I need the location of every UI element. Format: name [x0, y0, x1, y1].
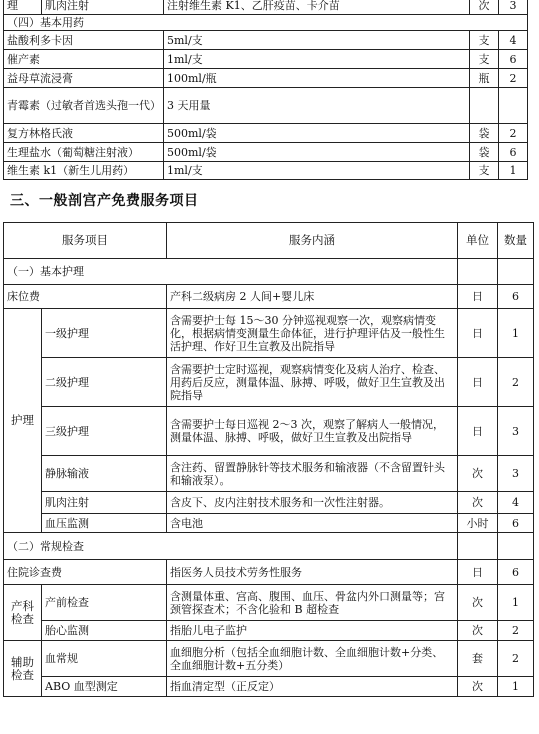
drug-name: 生理盐水（葡萄糖注射液）: [4, 143, 164, 162]
item-qty: 6: [498, 560, 534, 585]
drug-spec: 500ml/袋: [164, 124, 470, 143]
header-unit: 单位: [458, 223, 498, 259]
header-content: 服务内涵: [167, 223, 458, 259]
drug-row: [4, 88, 528, 124]
drug-qty: [499, 88, 528, 124]
item-qty: 1: [498, 309, 534, 358]
item-qty: 2: [498, 621, 534, 641]
drug-name: 复方林格氏液: [4, 124, 164, 143]
item-name: 二级护理: [42, 358, 167, 407]
item-unit: 日: [458, 358, 498, 407]
drug-name: 理: [4, 0, 42, 15]
item-name: 静脉输液: [42, 456, 167, 492]
item-unit: 次: [458, 621, 498, 641]
drug-qty: 2: [499, 124, 528, 143]
item-name: ABO 血型测定: [42, 677, 167, 697]
table-row: [4, 677, 534, 697]
table-row: [4, 309, 534, 358]
table-row: [4, 560, 534, 585]
section-heading: （二）常规检查: [4, 533, 458, 560]
drug-unit: 支: [470, 31, 499, 50]
item-qty: 1: [498, 677, 534, 697]
drug-spec: 3 天用量: [164, 88, 470, 124]
item-unit: 次: [458, 456, 498, 492]
item-name: 胎心监测: [42, 621, 167, 641]
section-heading: （一）基本护理: [4, 259, 458, 285]
drug-qty: 4: [499, 31, 528, 50]
item-name: 血压监测: [42, 514, 167, 533]
item-unit: 次: [458, 585, 498, 621]
item-name: 肌肉注射: [42, 492, 167, 514]
drug-spec: 5ml/支: [164, 31, 470, 50]
table-row: [4, 514, 534, 533]
item-content: 指胎儿电子监护: [167, 621, 458, 641]
item-content: 血细胞分析（包括全血细胞计数、全血细胞计数+分类、全血细胞计数+五分类）: [167, 641, 458, 677]
item-content: 含需要护士定时巡视，观察病情变化及病人治疗、检查、用药后反应，测量体温、脉搏、呼吸，做好卫生宣教及出院指导: [167, 358, 458, 407]
item-name: 床位费: [4, 285, 167, 309]
item-qty: 2: [498, 358, 534, 407]
section-3-title: 三、一般剖宫产免费服务项目: [10, 193, 199, 209]
table-row: [4, 456, 534, 492]
drug-row: [4, 162, 528, 180]
item-qty: 2: [498, 641, 534, 677]
drug-spec: 注射维生素 K1、乙肝疫苗、卡介苗: [164, 0, 470, 15]
table-row: [4, 585, 534, 621]
item-qty: 1: [498, 585, 534, 621]
table-row: [4, 492, 534, 514]
drug-qty: 6: [499, 143, 528, 162]
item-unit: 日: [458, 309, 498, 358]
item-qty: 6: [498, 514, 534, 533]
drug-unit: 袋: [470, 124, 499, 143]
table-row: [4, 285, 534, 309]
drug-spec: 100ml/瓶: [164, 69, 470, 88]
drug-spec: 1ml/支: [164, 50, 470, 69]
table-row: [4, 641, 534, 677]
drug-qty: 6: [499, 50, 528, 69]
drug-name: 益母草流浸膏: [4, 69, 164, 88]
section-row: [4, 259, 534, 285]
drug-row: [4, 124, 528, 143]
drug-name-cont: 肌肉注射: [42, 0, 164, 15]
item-unit: 日: [458, 560, 498, 585]
drug-row: [4, 15, 528, 31]
item-content: 含需要护士每 15～30 分钟巡视观察一次，观察病情变化，根据病情变测量生命体征，进行护理评估及一般性生活护理、作好卫生宣教及出院指导: [167, 309, 458, 358]
item-content: 产科二级病房 2 人间+婴儿床: [167, 285, 458, 309]
item-unit: 次: [458, 677, 498, 697]
item-name: 三级护理: [42, 407, 167, 456]
item-name: 血常规: [42, 641, 167, 677]
group-label: 辅助检查: [4, 641, 42, 697]
drug-row: [4, 0, 528, 15]
empty-cell: [458, 259, 498, 285]
item-unit: 日: [458, 407, 498, 456]
item-qty: 6: [498, 285, 534, 309]
header-item: 服务项目: [4, 223, 167, 259]
drug-row: [4, 69, 528, 88]
empty-cell: [498, 533, 534, 560]
header-row: [4, 223, 534, 259]
item-content: 指血清定型（正反定）: [167, 677, 458, 697]
table-row: [4, 621, 534, 641]
item-unit: 次: [458, 492, 498, 514]
service-table: [3, 222, 534, 697]
drug-row: [4, 50, 528, 69]
item-unit: 小时: [458, 514, 498, 533]
item-qty: 3: [498, 456, 534, 492]
drug-unit: 瓶: [470, 69, 499, 88]
item-content: 含测量体重、宫高、腹围、血压、骨盆内外口测量等；宫颈管探查术；不含化验和 B 超检查: [167, 585, 458, 621]
drug-unit: [470, 88, 499, 124]
item-name: 住院诊查费: [4, 560, 167, 585]
drug-qty: 3: [499, 0, 528, 15]
drug-name: 维生素 k1（新生儿用药）: [4, 162, 164, 180]
drug-name: 催产素: [4, 50, 164, 69]
empty-cell: [498, 259, 534, 285]
section-heading: （四）基本用药: [4, 15, 528, 31]
drug-table: [3, 0, 528, 180]
group-label: 产科检查: [4, 585, 42, 641]
item-content: 含需要护士每日巡视 2～3 次，观察了解病人一般情况，测量体温、脉搏、呼吸，做好卫生宣教及出院指导: [167, 407, 458, 456]
drug-unit: 袋: [470, 143, 499, 162]
item-unit: 套: [458, 641, 498, 677]
group-label: 护理: [4, 309, 42, 533]
drug-unit: 次: [470, 0, 499, 15]
drug-row: [4, 31, 528, 50]
header-qty: 数量: [498, 223, 534, 259]
item-content: 含皮下、皮内注射技术服务和一次性注射器。: [167, 492, 458, 514]
item-name: 产前检查: [42, 585, 167, 621]
item-name: 一级护理: [42, 309, 167, 358]
drug-qty: 1: [499, 162, 528, 180]
drug-row: [4, 143, 528, 162]
drug-spec: 1ml/支: [164, 162, 470, 180]
item-content: 指医务人员技术劳务性服务: [167, 560, 458, 585]
drug-name: 青霉素（过敏者首选头孢一代）: [4, 88, 164, 124]
item-content: 含注药、留置静脉针等技术服务和输液器（不含留置针头和输液泵）。: [167, 456, 458, 492]
table-row: [4, 358, 534, 407]
drug-unit: 支: [470, 50, 499, 69]
drug-name: 盐酸利多卡因: [4, 31, 164, 50]
empty-cell: [458, 533, 498, 560]
item-content: 含电池: [167, 514, 458, 533]
item-qty: 3: [498, 407, 534, 456]
item-unit: 日: [458, 285, 498, 309]
drug-qty: 2: [499, 69, 528, 88]
drug-unit: 支: [470, 162, 499, 180]
drug-spec: 500ml/袋: [164, 143, 470, 162]
section-row: [4, 533, 534, 560]
item-qty: 4: [498, 492, 534, 514]
table-row: [4, 407, 534, 456]
